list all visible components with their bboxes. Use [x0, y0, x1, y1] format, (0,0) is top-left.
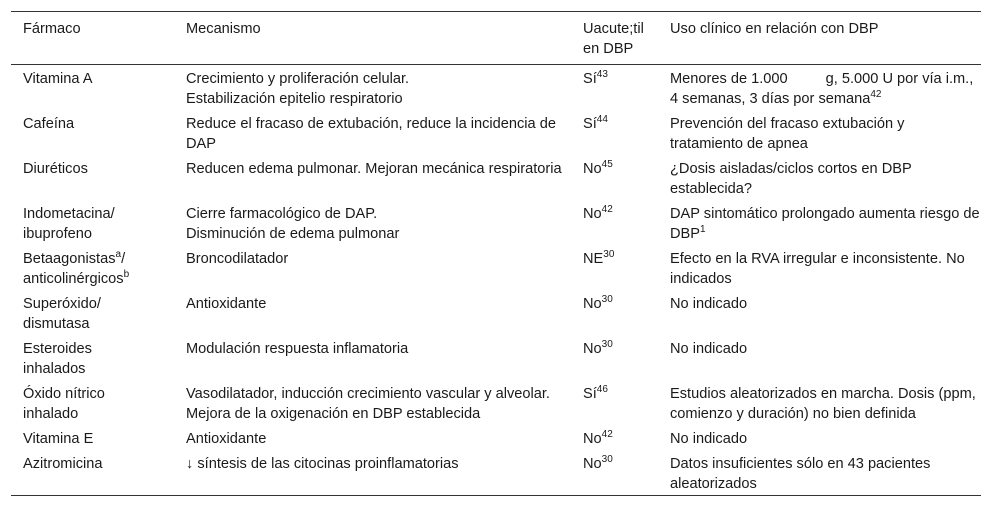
cell-farmaco: Cafeína: [23, 116, 75, 132]
cell-uso: Prevención del fracaso extubación y tratamiento de apnea: [670, 116, 905, 152]
drug-table: [11, 11, 981, 496]
table-row: [11, 380, 981, 425]
cell-uso: No indicado: [670, 296, 748, 312]
cell-mecanismo: ↓ síntesis de las citocinas proinflamatorias: [186, 456, 459, 472]
cell-uso: No indicado: [670, 431, 748, 447]
cell-util: No$^{42}$: [583, 204, 613, 222]
cell-util: $Sí^{44}$: [583, 114, 608, 132]
table-row: [11, 65, 981, 110]
cell-mecanismo: Reduce el fracaso de extubación, reduce la incidencia de DAP: [186, 116, 556, 152]
cell-mecanismo: Vasodilatador, inducción crecimiento vascular y alveolar. Mejora de la oxigenación en DBP establecida: [186, 386, 550, 422]
cell-farmaco: Esteroides inhalados: [23, 341, 92, 377]
cell-farmaco: Superóxido/ dismutasa: [23, 296, 101, 332]
cell-util: NE$^{30}$: [583, 249, 615, 267]
header-util: Uacute;til en DBP: [583, 21, 644, 57]
header-uso: Uso clínico en relación con DBP: [670, 21, 879, 37]
table-row: [11, 290, 981, 335]
cell-mecanismo: Modulación respuesta inflamatoria: [186, 341, 409, 357]
table-row: [11, 450, 981, 495]
cell-util: No$^{45}$: [583, 159, 613, 177]
cell-util: $Sí^{43}$: [583, 69, 608, 87]
cell-util: No$^{30}$: [583, 339, 613, 357]
cell-mecanismo: Crecimiento y proliferación celular. Estabilización epitelio respiratorio: [186, 71, 410, 107]
header-farmaco: Fármaco: [23, 21, 81, 37]
table-row: [11, 245, 981, 290]
cell-uso: ¿Dosis aisladas/ciclos cortos en DBP establecida?: [670, 161, 912, 197]
cell-farmaco: Azitromicina: [23, 456, 103, 472]
cell-farmaco: Vitamina E: [23, 431, 94, 447]
cell-farmaco: Vitamina A: [23, 71, 93, 87]
cell-uso: No indicado: [670, 341, 748, 357]
table-row: [11, 335, 981, 380]
cell-farmaco: Indometacina/ ibuprofeno: [23, 206, 115, 242]
cell-mecanismo: Broncodilatador: [186, 251, 289, 267]
table-row: [11, 425, 981, 450]
cell-util: No$^{42}$: [583, 429, 613, 447]
table-row: [11, 110, 981, 155]
cell-util: No$^{30}$: [583, 454, 613, 472]
cell-uso: Datos insuficientes sólo en 43 pacientes aleatorizados: [670, 456, 931, 492]
header-mecanismo: Mecanismo: [186, 21, 261, 37]
cell-farmaco: Óxido nítrico inhalado: [23, 386, 105, 422]
table-header-row: [11, 12, 981, 65]
table-row: [11, 200, 981, 245]
cell-uso: Efecto en la RVA irregular e inconsistente. No indicados: [670, 251, 965, 287]
cell-util: $Sí^{46}$: [583, 384, 608, 402]
table-row: [11, 155, 981, 200]
cell-farmaco: Diuréticos: [23, 161, 88, 177]
cell-util: No$^{30}$: [583, 294, 613, 312]
cell-uso: DAP sintomático prolongado aumenta riesgo de DBP$^1$: [670, 206, 980, 242]
cell-uso: Menores de 1.000 g, 5.000 U por vía i.m., 4 semanas, 3 días por semana$^{42}$: [670, 71, 974, 107]
cell-mecanismo: Antioxidante: [186, 296, 267, 312]
cell-uso: Estudios aleatorizados en marcha. Dosis (ppm, comienzo y duración) no bien definida: [670, 386, 976, 422]
cell-mecanismo: Reducen edema pulmonar. Mejoran mecánica respiratoria: [186, 161, 562, 177]
cell-mecanismo: Cierre farmacológico de DAP. Disminución de edema pulmonar: [186, 206, 400, 242]
cell-farmaco: Betaagonistas$^a$/ anticolinérgicos$^b$: [23, 249, 130, 287]
cell-mecanismo: Antioxidante: [186, 431, 267, 447]
